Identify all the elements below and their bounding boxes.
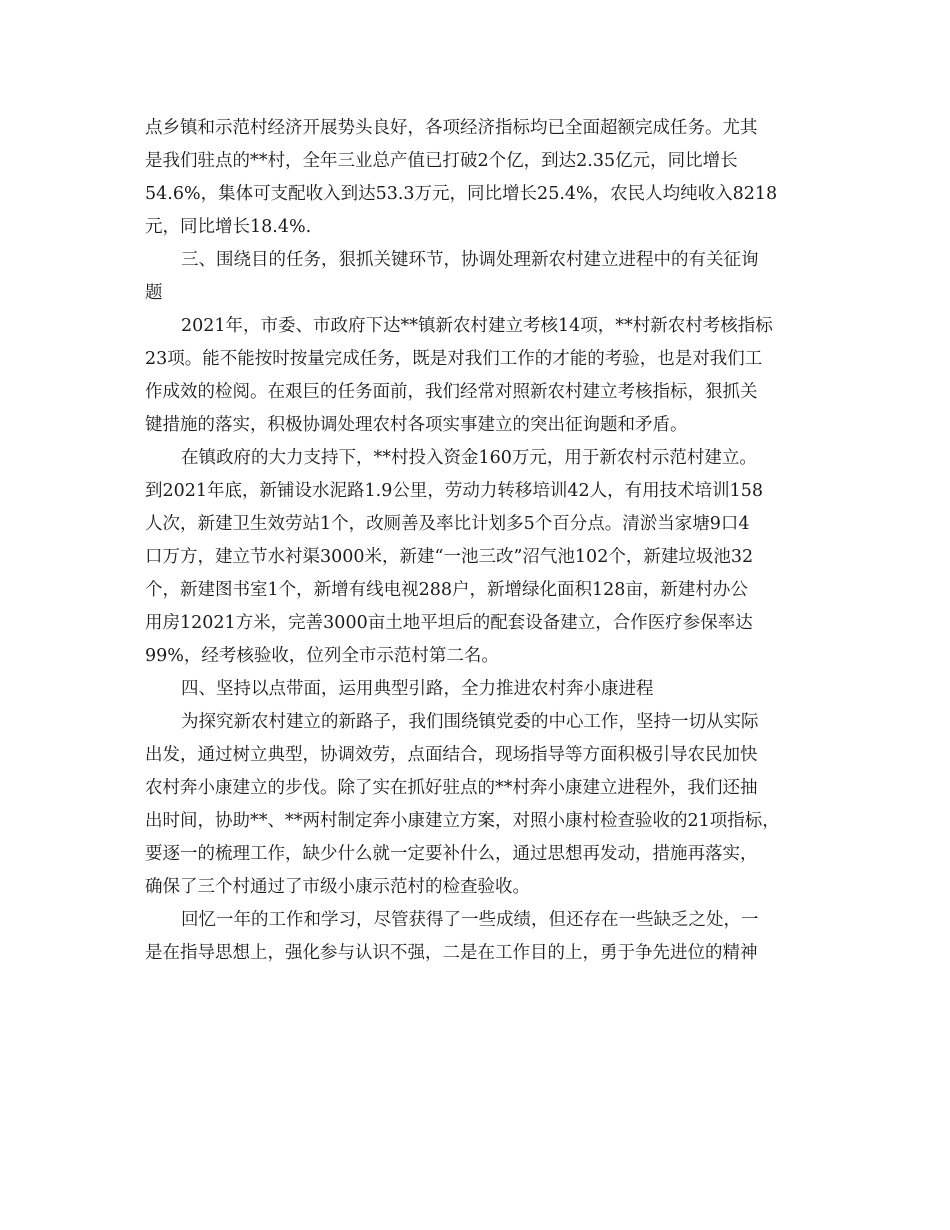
text-line: 要逐一的梳理工作，缺少什么就一定要补什么，通过思想再发动，措施再落实， — [145, 844, 758, 864]
text-line: 出时间，协助**、**两村制定奔小康建立方案，对照小康村检查验收的21项指标， — [145, 811, 780, 831]
text-line: 到2021年底，新铺设水泥路1.9公里，劳动力转移培训42人，有用技术培训158 — [145, 481, 764, 501]
text-line: 点乡镇和示范村经济开展势头良好，各项经济指标均已全面超额完成任务。尤其 — [145, 118, 758, 138]
text-line: 是在指导思想上，强化参与认识不强，二是在工作目的上，勇于争先进位的精神 — [145, 943, 758, 963]
text-line: 个，新建图书室1个，新增有线电视288户，新增绿化面积128亩，新建村办公 — [145, 580, 748, 600]
text-line: 是我们驻点的**村，全年三业总产值已打破2个亿，到达2.35亿元，同比增长 — [145, 151, 738, 171]
text-line: 键措施的落实，积极协调处理农村各项实事建立的突出征询题和矛盾。 — [145, 415, 688, 435]
text-line: 作成效的检阅。在艰巨的任务面前，我们经常对照新农村建立考核指标，狠抓关 — [145, 382, 758, 402]
text-line: 农村奔小康建立的步伐。除了实在抓好驻点的**村奔小康建立进程外，我们还抽 — [145, 778, 758, 798]
text-line: 题 — [145, 283, 163, 303]
text-line: 在镇政府的大力支持下，**村投入资金160万元，用于新农村示范村建立。 — [181, 448, 757, 468]
text-line: 54.6%，集体可支配收入到达53.3万元，同比增长25.4%，农民人均纯收入8218 — [145, 184, 778, 204]
text-line: 用房12021方米，完善3000亩土地平坦后的配套设备建立，合作医疗参保率达 — [145, 613, 753, 633]
text-line: 为探究新农村建立的新路子，我们围绕镇党委的中心工作，坚持一切从实际 — [181, 712, 759, 732]
document-body — [145, 112, 825, 970]
text-line: 元，同比增长18.4%. — [145, 217, 312, 237]
text-line: 回忆一年的工作和学习，尽管获得了一些成绩，但还存在一些缺乏之处，一 — [181, 910, 759, 930]
text-line: 2021年，市委、市政府下达**镇新农村建立考核14项，**村新农村考核指标 — [181, 316, 773, 336]
text-line: 确保了三个村通过了市级小康示范村的检查验收。 — [145, 877, 530, 897]
text-line: 23项。能不能按时按量完成任务，既是对我们工作的才能的考验，也是对我们工 — [145, 349, 763, 369]
text-line: 人次，新建卫生效劳站1个，改厕善及率比计划多5个百分点。清淤当家塘9口4 — [145, 514, 750, 534]
text-line: 口万方，建立节水衬渠3000米，新建“一池三改”沼气池102个，新建垃圾池32 — [145, 547, 754, 567]
text-line: 三、围绕目的任务，狠抓关键环节，协调处理新农村建立进程中的有关征询 — [181, 250, 759, 270]
text-line: 四、坚持以点带面，运用典型引路，全力推进农村奔小康进程 — [181, 679, 654, 699]
text-line: 99%，经考核验收，位列全市示范村第二名。 — [145, 646, 499, 666]
text-line: 出发，通过树立典型，协调效劳，点面结合，现场指导等方面积极引导农民加快 — [145, 745, 758, 765]
